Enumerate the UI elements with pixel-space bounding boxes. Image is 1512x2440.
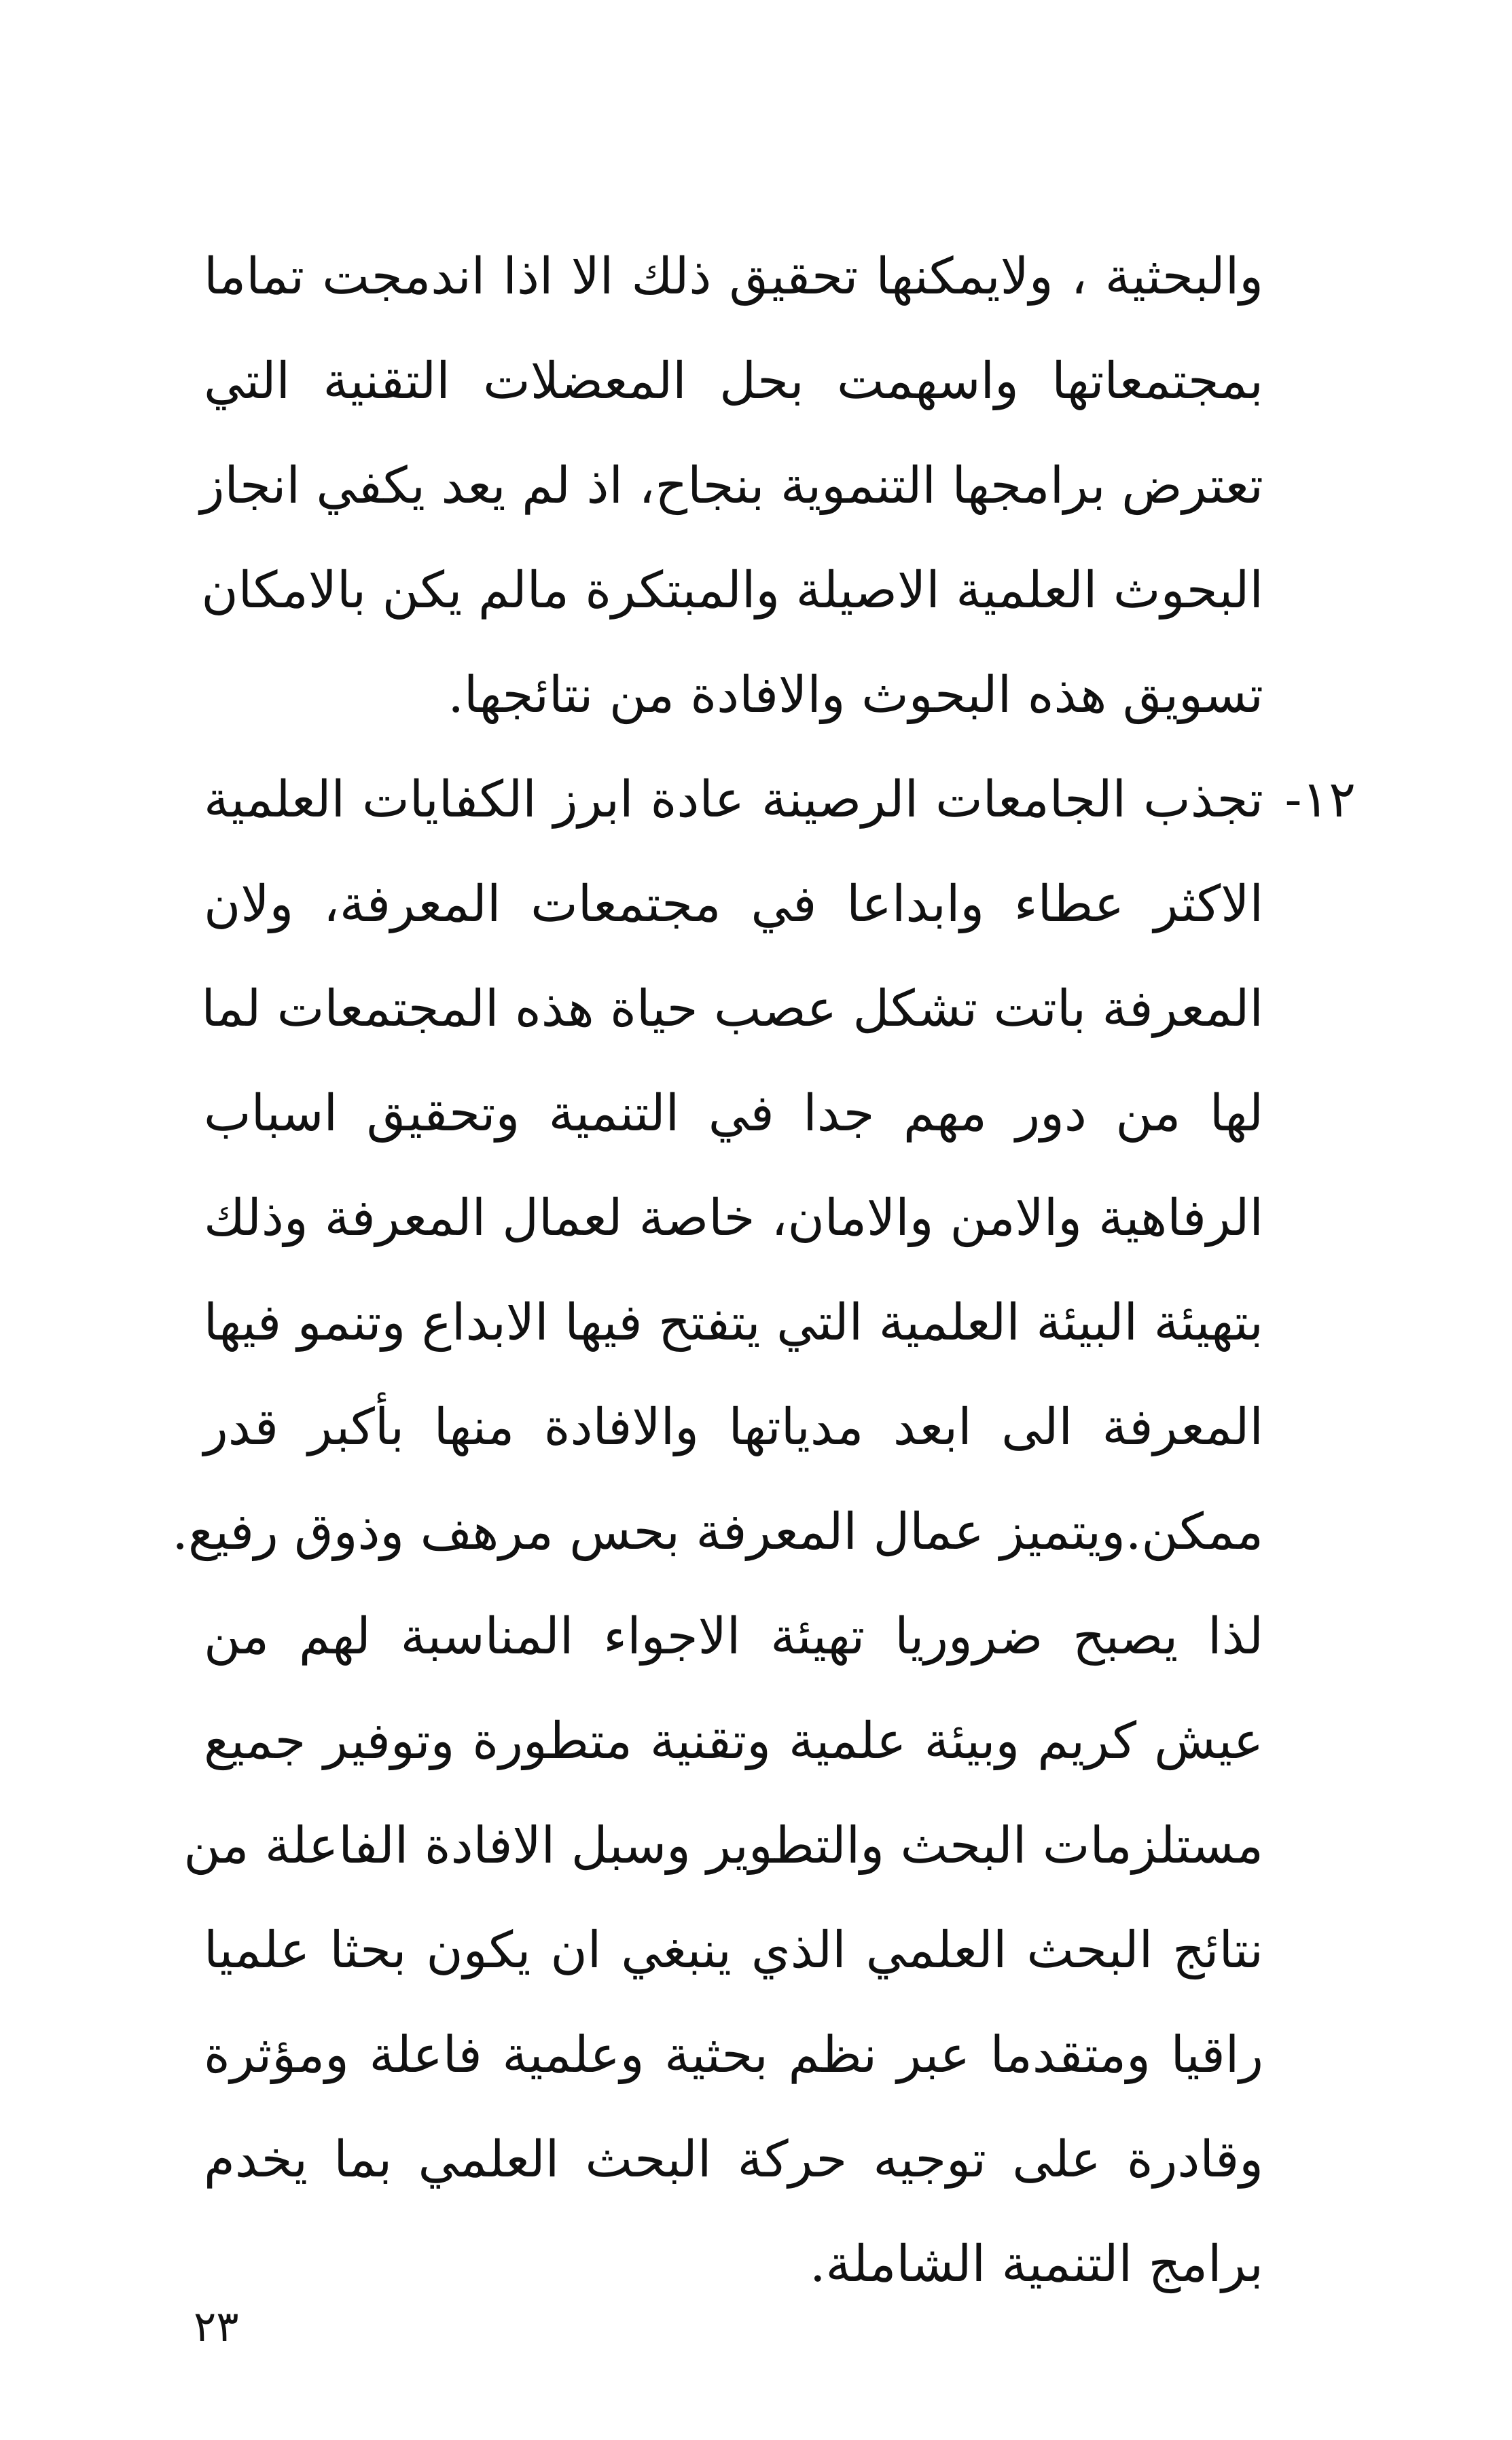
text-line: عيش كريم وبيئة علمية وتقنية متطورة وتوفير جميع — [204, 1712, 1263, 1770]
list-item-12 — [172, 747, 1263, 2316]
text-line: والبحثية ، ولايمكنها تحقيق ذلك الا اذا اندمجت تماما — [204, 247, 1263, 306]
list-item-number: ١٢- — [1284, 770, 1356, 829]
text-line: الرفاهية والامن والامان، خاصة لعمال المعرفة وذلك — [204, 1189, 1263, 1247]
text-line: تسويق هذه البحوث والافادة من نتائجها. — [448, 666, 1263, 724]
text-line: ممكن.ويتميز عمال المعرفة بحس مرهف وذوق رفيع. — [172, 1503, 1263, 1561]
text-line: لها من دور مهم جدا في التنمية وتحقيق اسباب — [204, 1084, 1263, 1143]
text-line: تجذب الجامعات الرصينة عادة ابرز الكفايات العلمية — [204, 770, 1263, 829]
text-line: مستلزمات البحث والتطوير وسبل الافادة الفاعلة من — [183, 1816, 1263, 1875]
page-number: ٢٣ — [194, 2301, 239, 2351]
text-line: الاكثر عطاء وابداعا في مجتمعات المعرفة، ولان — [204, 875, 1263, 933]
text-line: راقيا ومتقدما عبر نظم بحثية وعلمية فاعلة ومؤثرة — [204, 2026, 1263, 2084]
text-line: برامج التنمية الشاملة. — [810, 2235, 1263, 2293]
paragraph-continuation — [200, 224, 1263, 747]
text-line: بتهيئة البيئة العلمية التي يتفتح فيها الابداع وتنمو فيها — [203, 1293, 1263, 1352]
text-line: بمجتمعاتها واسهمت بحل المعضلات التقنية التي — [204, 352, 1263, 410]
text-line: البحوث العلمية الاصيلة والمبتكرة مالم يكن بالامكان — [201, 561, 1263, 620]
text-line: المعرفة الى ابعد مدياتها والافادة منها بأكبر قدر — [204, 1398, 1263, 1456]
text-line: المعرفة باتت تشكل عصب حياة هذه المجتمعات لما — [201, 980, 1263, 1038]
text-line: تعترض برامجها التنموية بنجاح، اذ لم يعد يكفي انجاز — [200, 456, 1263, 515]
text-line: لذا يصبح ضروريا تهيئة الاجواء المناسبة لهم من — [204, 1607, 1263, 1666]
text-line: وقادرة على توجيه حركة البحث العلمي بما يخدم — [204, 2130, 1263, 2189]
text-line: نتائج البحث العلمي الذي ينبغي ان يكون بحثا علميا — [204, 1921, 1263, 1979]
